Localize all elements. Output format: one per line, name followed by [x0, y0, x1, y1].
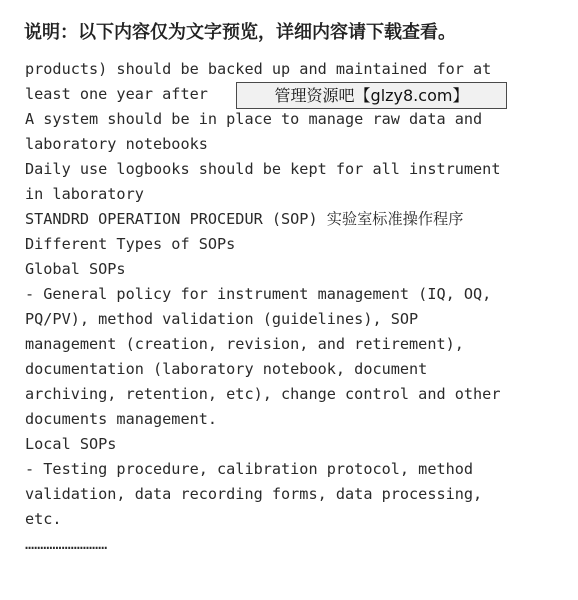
document-line: Different Types of SOPs — [25, 235, 236, 253]
document-line: documents management. — [25, 410, 218, 428]
document-line: validation, data recording forms, data processing, — [25, 485, 483, 503]
document-line: least one year after — [25, 85, 208, 103]
document-line: Global SOPs — [25, 260, 126, 278]
document-line: A system should be in place to manage raw data and — [25, 110, 483, 128]
watermark-banner: 管理资源吧【glzy8.com】 — [236, 82, 507, 109]
document-line: in laboratory — [25, 185, 144, 203]
document-line: management (creation, revision, and retirement), — [25, 335, 464, 353]
document-line: etc. — [25, 510, 62, 528]
document-line: products) should be backed up and maintained for at — [25, 60, 492, 78]
document-line: PQ/PV), method validation (guidelines), SOP — [25, 310, 419, 328]
document-line: Local SOPs — [25, 435, 117, 453]
document-line: documentation (laboratory notebook, document — [25, 360, 428, 378]
document-line: archiving, retention, etc), change control and other — [25, 385, 501, 403]
preview-notice: 说明：以下内容仅为文字预览，详细内容请下载查看。 — [24, 22, 456, 43]
document-body — [25, 57, 570, 557]
document-line: - Testing procedure, calibration protocol, method — [25, 460, 474, 478]
document-line: laboratory notebooks — [25, 135, 208, 153]
document-line: Daily use logbooks should be kept for all instrument — [25, 160, 501, 178]
document-line: STANDRD OPERATION PROCEDUR (SOP) 实验室标准操作程序 — [25, 210, 464, 228]
document-line: - General policy for instrument management (IQ, OQ, — [25, 285, 492, 303]
document-line: ……………………… — [25, 535, 108, 553]
